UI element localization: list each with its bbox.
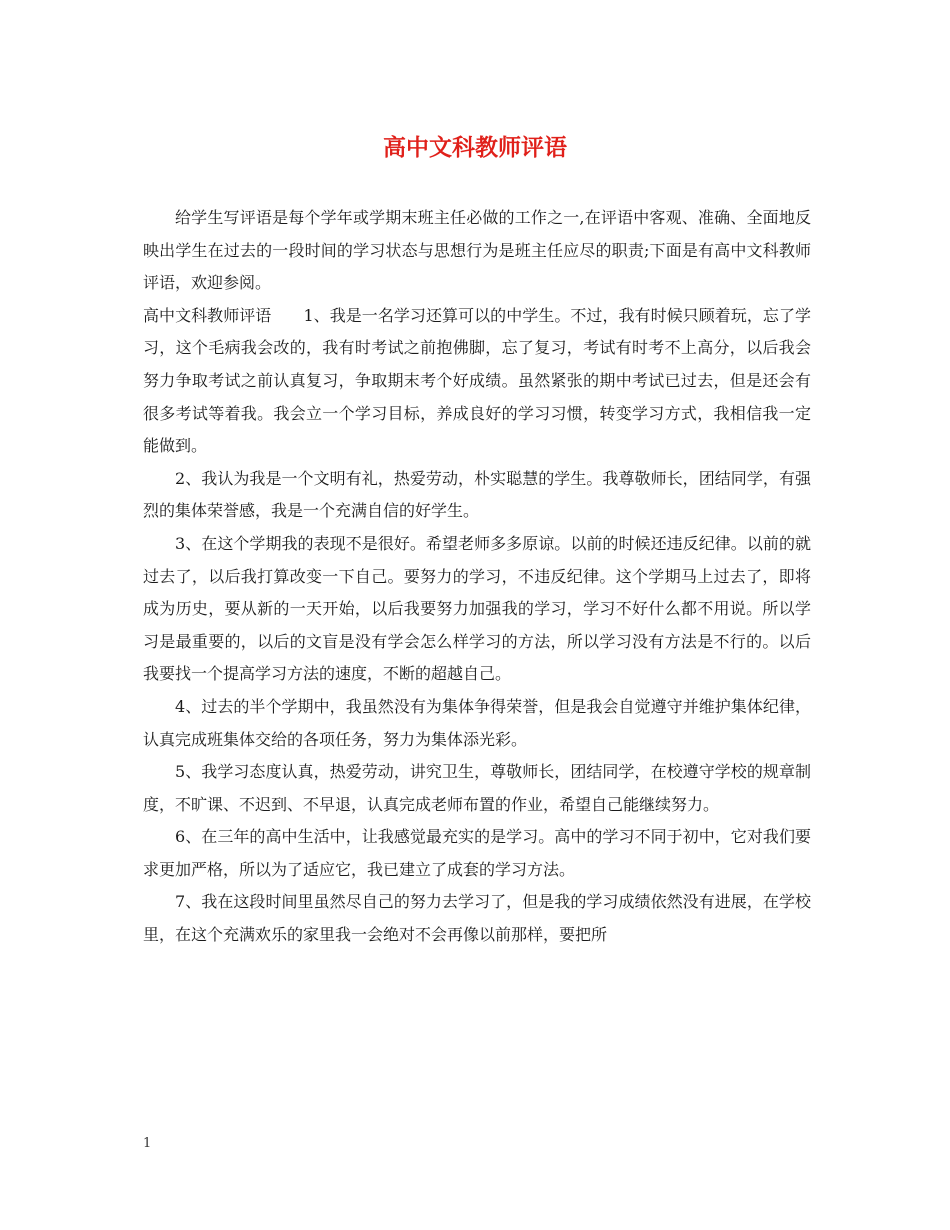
- paragraph-comment-2: 2、我认为我是一个文明有礼，热爱劳动，朴实聪慧的学生。我尊敬师长，团结同学，有强烈的集体荣誉感，我是一个充满自信的好学生。: [143, 468, 811, 521]
- paragraph-comment-5: 5、我学习态度认真，热爱劳动，讲究卫生，尊敬师长，团结同学，在校遵守学校的规章制度，不旷课、不迟到、不早退，认真完成老师布置的作业，希望自己能继续努力。: [143, 762, 811, 814]
- paragraph-comment-4: 4、过去的半个学期中，我虽然没有为集体争得荣誉，但是我会自觉遵守并维护集体纪律，认真完成班集体交给的各项任务，努力为集体添光彩。: [143, 696, 811, 749]
- page-number: 1: [143, 1136, 152, 1151]
- document-body: [143, 202, 811, 952]
- paragraph-comment-3: 3、在这个学期我的表现不是很好。希望老师多多原谅。以前的时候还违反纪律。以前的就过去了，以后我打算改变一下自己。要努力的学习，不违反纪律。这个学期马上过去了，即将成为历史，要从新的一天开始，以后我要努力加强我的学习，学习不好什么都不用说。所以学习是最重要的，以后的文盲是没有学会怎么样学习的方法，所以学习没有方法是不行的。以后我要找一个提高学习方法的速度，不断的超越自己。: [143, 533, 811, 684]
- page-title: 高中文科教师评语: [383, 134, 567, 161]
- paragraph-comment-6: 6、在三年的高中生活中，让我感觉最充实的是学习。高中的学习不同于初中，它对我们要求更加严格，所以为了适应它，我已建立了成套的学习方法。: [143, 827, 811, 879]
- paragraph-intro: 给学生写评语是每个学年或学期末班主任必做的工作之一,在评语中客观、准确、全面地反映出学生在过去的一段时间的学习状态与思想行为是班主任应尽的职责;下面是有高中文科教师评语，欢迎参阅。: [143, 208, 811, 293]
- paragraph-comment-7: 7、我在这段时间里虽然尽自己的努力去学习了，但是我的学习成绩依然没有进展，在学校里，在这个充满欢乐的家里我一会绝对不会再像以前那样，要把所: [143, 892, 811, 945]
- paragraph-comment-1: 高中文科教师评语 1、我是一名学习还算可以的中学生。不过，我有时候只顾着玩，忘了学习，这个毛病我会改的，我有时考试之前抱佛脚，忘了复习，考试有时考不上高分，以后我会努力争取考试之前认真复习，争取期末考个好成绩。虽然紧张的期中考试已过去，但是还会有很多考试等着我。我会立一个学习目标，养成良好的学习习惯，转变学习方式，我相信我一定能做到。: [143, 305, 811, 456]
